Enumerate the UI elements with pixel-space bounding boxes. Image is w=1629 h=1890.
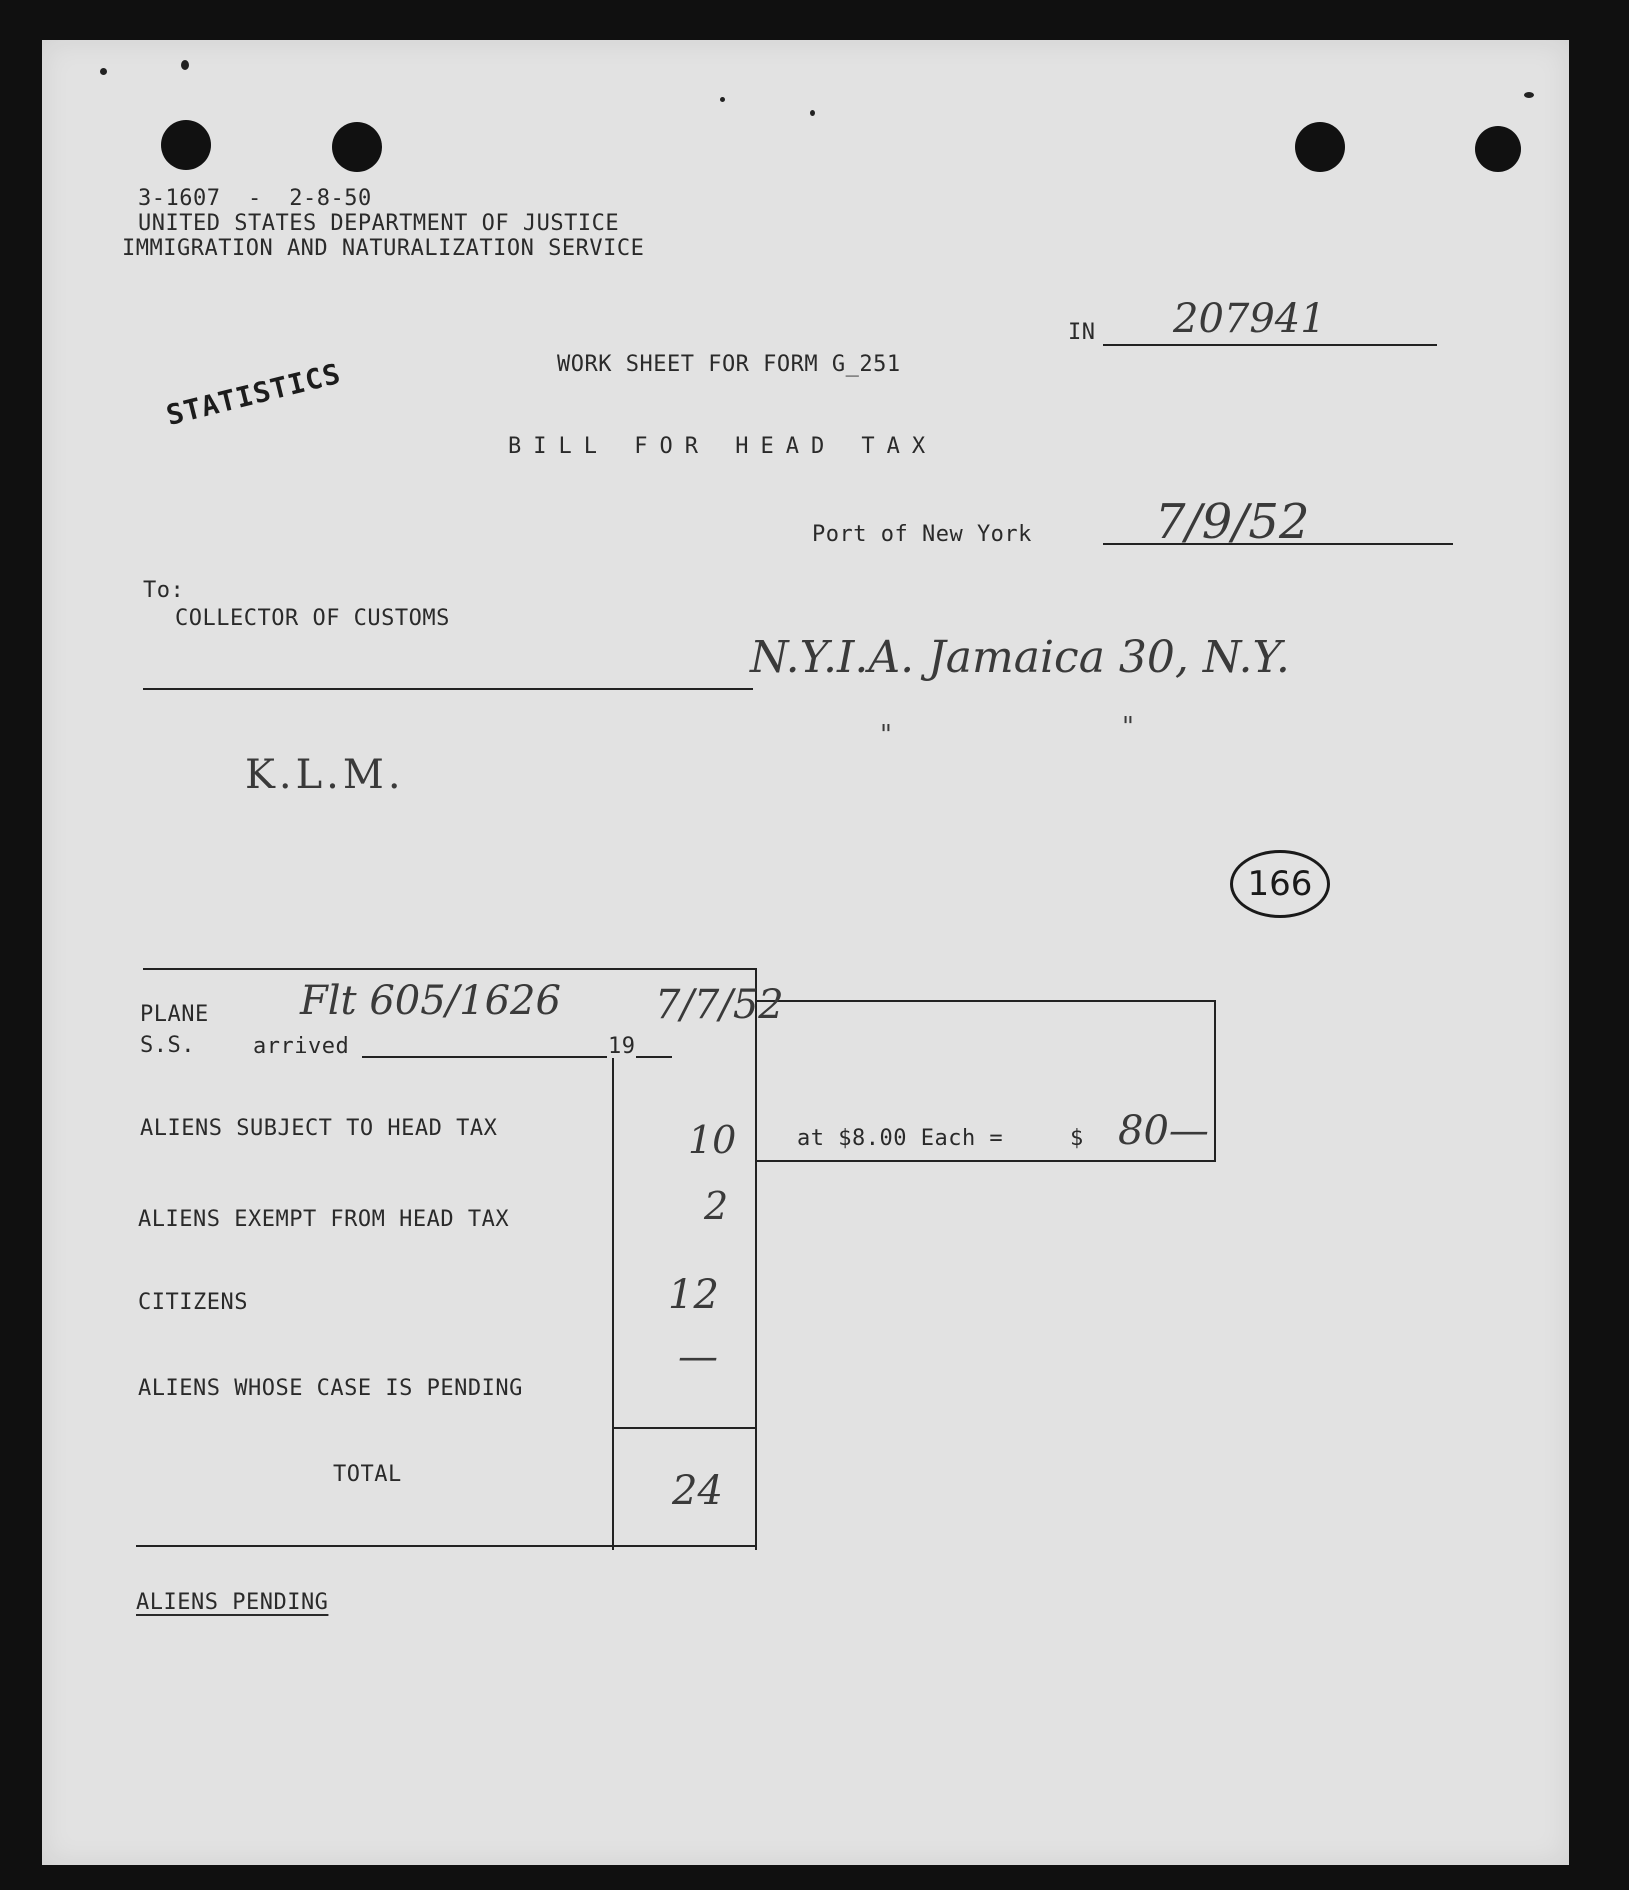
tax-currency: $: [1070, 1126, 1084, 1151]
speck: [100, 68, 107, 75]
table-right-rule: [755, 968, 757, 1550]
ditto-mark: ": [880, 720, 892, 750]
table-bottom-rule: [136, 1545, 757, 1547]
flight-number: Flt 605/1626: [300, 978, 561, 1024]
form-date: 2-8-50: [289, 186, 372, 211]
row-label-subject: ALIENS SUBJECT TO HEAD TAX: [140, 1116, 498, 1141]
total-label: TOTAL: [333, 1462, 402, 1487]
handwritten-location: N.Y.I.A. Jamaica 30, N.Y.: [750, 632, 1290, 683]
punch-hole: [1295, 122, 1345, 172]
ditto-mark: ": [1122, 712, 1134, 742]
table-value-column-rule: [612, 1058, 614, 1550]
port-date: 7/9/52: [1155, 494, 1310, 550]
speck: [720, 97, 725, 102]
speck: [1524, 92, 1534, 98]
aliens-pending-heading: ALIENS PENDING: [136, 1590, 329, 1615]
plane-label: PLANE: [140, 1002, 209, 1027]
tax-amount: 80—: [1118, 1108, 1209, 1154]
year-underline: [636, 1056, 672, 1058]
service-name: IMMIGRATION AND NATURALIZATION SERVICE: [122, 236, 645, 261]
row-value-subject: 10: [688, 1118, 737, 1162]
form-code-line: [138, 186, 372, 211]
form-code: 3-1607: [138, 186, 221, 211]
speck: [181, 60, 189, 70]
addressee-underline: [143, 688, 753, 690]
total-value: 24: [672, 1468, 723, 1514]
circled-number: 166: [1230, 850, 1330, 918]
row-value-exempt: 2: [704, 1184, 729, 1228]
tax-box-bottom: [757, 1160, 1215, 1162]
statistics-stamp: STATISTICS: [163, 356, 345, 433]
in-number-underline: [1103, 344, 1437, 346]
to-label: To:: [143, 578, 185, 603]
row-label-pending: ALIENS WHOSE CASE IS PENDING: [138, 1376, 523, 1401]
addressee: COLLECTOR OF CUSTOMS: [175, 606, 450, 631]
carrier-name: K.L.M.: [245, 752, 405, 798]
department-name: UNITED STATES DEPARTMENT OF JUSTICE: [138, 211, 620, 236]
form-subtitle: BILL FOR HEAD TAX: [508, 434, 938, 459]
arrival-date: 7/7/52: [655, 982, 784, 1028]
punch-hole: [1475, 126, 1521, 172]
port-label: Port of New York: [812, 522, 1032, 547]
punch-hole: [161, 120, 211, 170]
row-label-citizens: CITIZENS: [138, 1290, 248, 1315]
row-value-citizens: 12: [668, 1272, 719, 1318]
row-label-exempt: ALIENS EXEMPT FROM HEAD TAX: [138, 1207, 510, 1232]
punch-hole: [332, 122, 382, 172]
year-prefix: 19: [608, 1034, 636, 1059]
tax-rate-text: at $8.00 Each =: [797, 1126, 1004, 1151]
ss-label: S.S.: [140, 1033, 195, 1058]
table-top-rule: [143, 968, 756, 970]
arrived-underline: [362, 1056, 607, 1058]
form-code-dash: -: [247, 186, 262, 211]
in-label: IN: [1068, 320, 1096, 345]
tax-box-top: [757, 1000, 1215, 1002]
speck: [810, 110, 815, 116]
form-title: WORK SHEET FOR FORM G_251: [557, 352, 901, 377]
tax-box-right: [1214, 1000, 1216, 1162]
row-value-pending: —: [678, 1334, 718, 1380]
total-separator-rule: [612, 1427, 757, 1429]
in-number-value: 207941: [1173, 296, 1326, 342]
arrived-label: arrived: [253, 1034, 350, 1059]
